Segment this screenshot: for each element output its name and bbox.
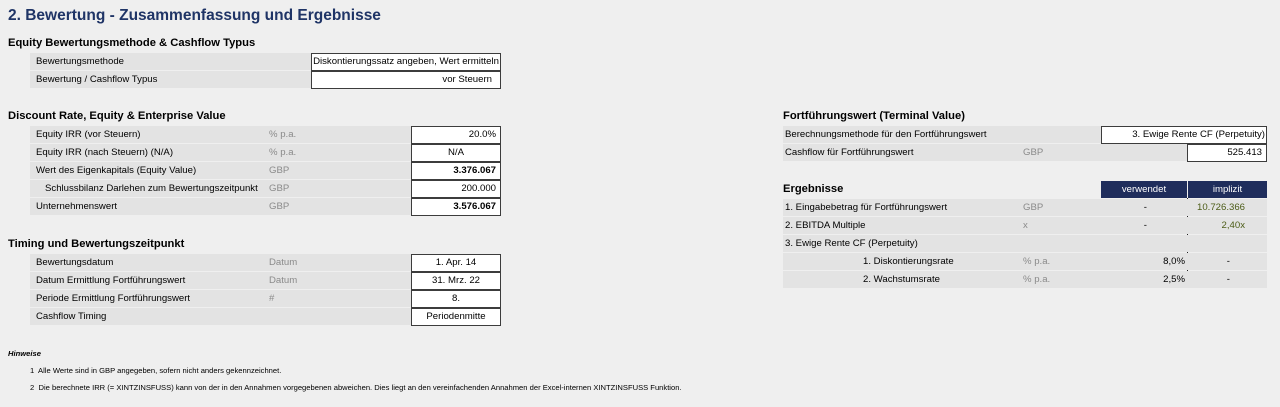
discount-unit-1: % p.a. — [269, 129, 297, 140]
results-row-1 — [783, 199, 1267, 216]
discount-heading: Discount Rate, Equity & Enterprise Value — [8, 110, 226, 122]
discount-unit-4: GBP — [269, 183, 290, 194]
timing-row-2 — [30, 272, 412, 289]
method-value-2[interactable]: vor Steuern — [311, 71, 501, 89]
method-label-2: Bewertung / Cashflow Typus — [36, 74, 158, 85]
note-item-2 — [30, 383, 682, 392]
enterprise-value[interactable]: 3.576.067 — [411, 198, 501, 216]
method-heading: Equity Bewertungsmethode & Cashflow Typus — [8, 37, 256, 49]
note-item-1 — [30, 366, 281, 375]
terminal-unit-2: GBP — [1023, 147, 1044, 158]
results-row-5 — [783, 271, 1267, 288]
timing-unit-2: Datum — [269, 275, 298, 286]
results-row-2 — [783, 217, 1267, 234]
discount-label-1: Equity IRR (vor Steuern) — [36, 129, 141, 140]
timing-row-3 — [30, 290, 412, 307]
results-unit-2: x — [1023, 220, 1028, 231]
results-unit-5: % p.a. — [1023, 274, 1051, 285]
results-implied-2: 2,40x — [1221, 220, 1245, 231]
results-unit-1: GBP — [1023, 202, 1044, 213]
results-heading: Ergebnisse — [783, 183, 844, 195]
terminal-heading: Fortführungswert (Terminal Value) — [783, 110, 965, 122]
results-label-3: 3. Ewige Rente CF (Perpetuity) — [785, 238, 918, 249]
timing-label-3: Periode Ermittlung Fortführungswert — [36, 293, 191, 304]
results-used-4: 8,0% — [1163, 256, 1185, 267]
discount-row-1 — [30, 126, 412, 143]
discount-unit-3: GBP — [269, 165, 290, 176]
equity-value[interactable]: 3.376.067 — [411, 162, 501, 180]
timing-label-1: Bewertungsdatum — [36, 257, 114, 268]
discount-unit-5: GBP — [269, 201, 290, 212]
results-label-5: 2. Wachstumsrate — [863, 274, 940, 285]
discount-row-5 — [30, 198, 412, 215]
results-label-1: 1. Eingabebetrag für Fortführungswert — [785, 202, 948, 213]
note-text-1: Alle Werte sind in GBP angegeben, sofern nicht anders gekennzeichnet. — [38, 366, 282, 375]
results-row-3 — [783, 235, 1267, 252]
timing-unit-1: Datum — [269, 257, 298, 268]
timing-row-1 — [30, 254, 412, 271]
timing-unit-3: # — [269, 293, 275, 304]
terminal-row-2 — [783, 144, 1188, 161]
discount-label-5: Unternehmenswert — [36, 201, 118, 212]
results-row-4 — [783, 253, 1267, 270]
discount-value-4[interactable]: 200.000 — [411, 180, 501, 198]
discount-label-3: Wert des Eigenkapitals (Equity Value) — [36, 165, 197, 176]
results-label-4: 1. Diskontierungsrate — [863, 256, 954, 267]
method-row-1 — [30, 53, 312, 70]
note-num-1: 1 — [30, 366, 35, 375]
discount-row-4 — [30, 180, 412, 197]
method-label-1: Bewertungsmethode — [36, 56, 124, 67]
discount-label-2: Equity IRR (nach Steuern) (N/A) — [36, 147, 174, 158]
note-num-2: 2 — [30, 383, 35, 392]
discount-unit-2: % p.a. — [269, 147, 297, 158]
method-row-2 — [30, 71, 312, 88]
discount-value-1[interactable]: 20.0% — [411, 126, 501, 144]
terminal-method-select[interactable]: 3. Ewige Rente CF (Perpetuity) — [1101, 126, 1267, 144]
results-col-used: verwendet — [1101, 181, 1187, 198]
timing-heading: Timing und Bewertungszeitpunkt — [8, 238, 185, 250]
terminal-label-2: Cashflow für Fortführungswert — [785, 147, 914, 158]
timing-value-4[interactable]: Periodenmitte — [411, 308, 501, 326]
timing-label-4: Cashflow Timing — [36, 311, 107, 322]
results-implied-4: - — [1226, 256, 1230, 267]
results-used-1: - — [1143, 202, 1147, 213]
terminal-label-1: Berechnungsmethode für den Fortführungswert — [785, 129, 987, 140]
results-col-implied: implizit — [1188, 181, 1267, 198]
page-title: 2. Bewertung - Zusammenfassung und Ergebnisse — [8, 7, 381, 24]
discount-row-2 — [30, 144, 412, 161]
results-implied-1: 10.726.366 — [1196, 202, 1245, 213]
results-used-5: 2,5% — [1163, 274, 1185, 285]
timing-value-3[interactable]: 8. — [411, 290, 501, 308]
discount-label-4: Schlussbilanz Darlehen zum Bewertungszeitpunkt — [45, 183, 258, 194]
timing-row-4 — [30, 308, 412, 325]
timing-value-2[interactable]: 31. Mrz. 22 — [411, 272, 501, 290]
discount-value-2[interactable]: N/A — [411, 144, 501, 162]
results-implied-5: - — [1226, 274, 1230, 285]
results-unit-4: % p.a. — [1023, 256, 1051, 267]
results-used-2: - — [1143, 220, 1147, 231]
notes-heading: Hinweise — [8, 349, 41, 358]
results-label-2: 2. EBITDA Multiple — [785, 220, 866, 231]
terminal-row-1 — [783, 126, 1103, 143]
method-value-1[interactable]: Diskontierungssatz angeben, Wert ermitteln — [311, 53, 501, 71]
terminal-cashflow-value[interactable]: 525.413 — [1187, 144, 1267, 162]
timing-value-1[interactable]: 1. Apr. 14 — [411, 254, 501, 272]
timing-label-2: Datum Ermittlung Fortführungswert — [36, 275, 186, 286]
note-text-2: Die berechnete IRR (= XINTZINSFUSS) kann von der in den Annahmen vorgegebenen abweichen. Dies liegt an den vereinfachenden Annahmen der Excel-internen XINTZINSFUSS Funktion. — [38, 383, 682, 392]
discount-row-3 — [30, 162, 412, 179]
